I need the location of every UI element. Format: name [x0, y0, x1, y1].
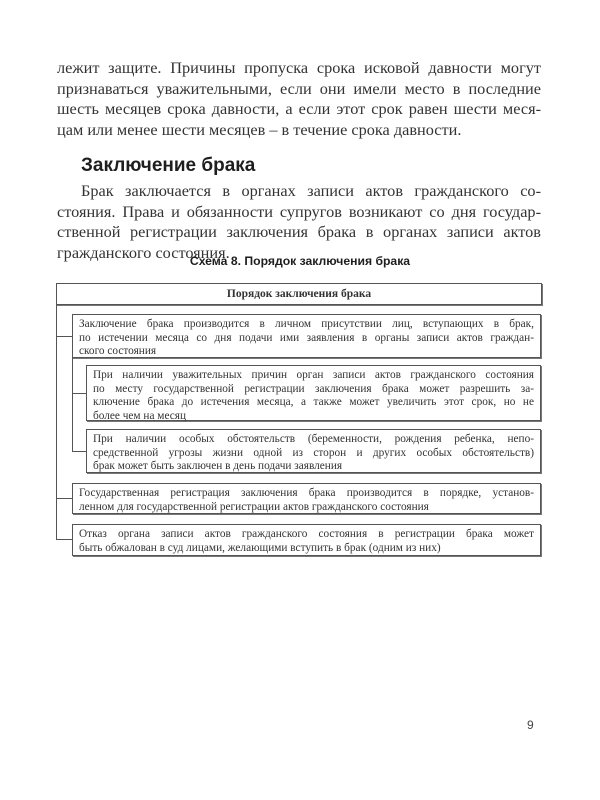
- section-heading: Заключение брака: [81, 155, 256, 176]
- scheme-caption: Схема 8. Порядок заключения брака: [189, 254, 411, 268]
- text-line: шесть месяцев срока давности, а если этот срок равен шести меся-: [57, 99, 541, 118]
- text-line: по истечении месяца со дня подачи ими заявления в органы записи актов граждан-: [79, 331, 534, 344]
- text-line: более чем на месяц: [93, 409, 186, 422]
- text-line: средственной угрозы жизни одной из сторон и других особых обстоятельств): [93, 446, 534, 459]
- scheme-box-personal-presence: [72, 314, 541, 358]
- page-number: 9: [527, 718, 534, 732]
- scheme-box-state-registration: [72, 483, 541, 514]
- scheme-box-special-circumstances: [86, 429, 541, 473]
- text-line: ственной регистрации заключения брака в органах записи актов: [57, 222, 541, 241]
- text-line: лежит защите. Причины пропуска срока исковой давности могут: [57, 58, 541, 77]
- text-line: ского состояния: [79, 345, 157, 358]
- text-line: стояния. Права и обязанности супругов возникают со дня государ-: [57, 201, 541, 221]
- scheme-header-box: Порядок заключения брака: [56, 283, 542, 305]
- text-line: гражданского состояния.: [57, 242, 230, 262]
- connector-main-vertical: [56, 305, 57, 540]
- text-line: по месту государственной регистрации заключения брака может разрешить за-: [93, 382, 534, 395]
- connector-to-box-1: [56, 336, 72, 337]
- connector-to-box-2: [72, 393, 86, 394]
- connector-sub-vertical: [72, 358, 73, 451]
- scheme-box-refusal-appeal: [72, 524, 541, 556]
- scheme-box-valid-reasons: [86, 365, 541, 421]
- text-line: Отказ органа записи актов гражданского состояния в регистрации брака может: [79, 528, 534, 540]
- text-line: быть обжалован в суд лицами, желающими вступить в брак (одним из них): [79, 541, 441, 554]
- text-line: Государственная регистрация заключения брака производится в порядке, установ-: [79, 487, 534, 499]
- connector-to-box-5: [56, 539, 72, 540]
- connector-to-box-4: [56, 498, 72, 499]
- text-line: признаваться уважительными, если они имели место в последние: [57, 78, 541, 98]
- connector-to-box-3: [72, 451, 86, 452]
- text-line: ленном для государственной регистрации актов гражданского состояния: [79, 500, 429, 513]
- text-line: При наличии уважительных причин орган записи актов гражданского состояния: [93, 369, 534, 381]
- text-line: Заключение брака производится в личном присутствии лиц, вступающих в брак,: [79, 318, 534, 330]
- text-line: цам или менее шести месяцев – в течение срока давности.: [57, 119, 462, 139]
- text-line: При наличии особых обстоятельств (беременности, рождения ребенка, непо-: [93, 433, 534, 445]
- text-line: Брак заключается в органах записи актов гражданского со-: [81, 181, 541, 200]
- text-line: брак может быть заключен в день подачи заявления: [93, 460, 343, 473]
- text-line: ключение брака до истечения месяца, а также может увеличить этот срок, но не: [93, 396, 534, 409]
